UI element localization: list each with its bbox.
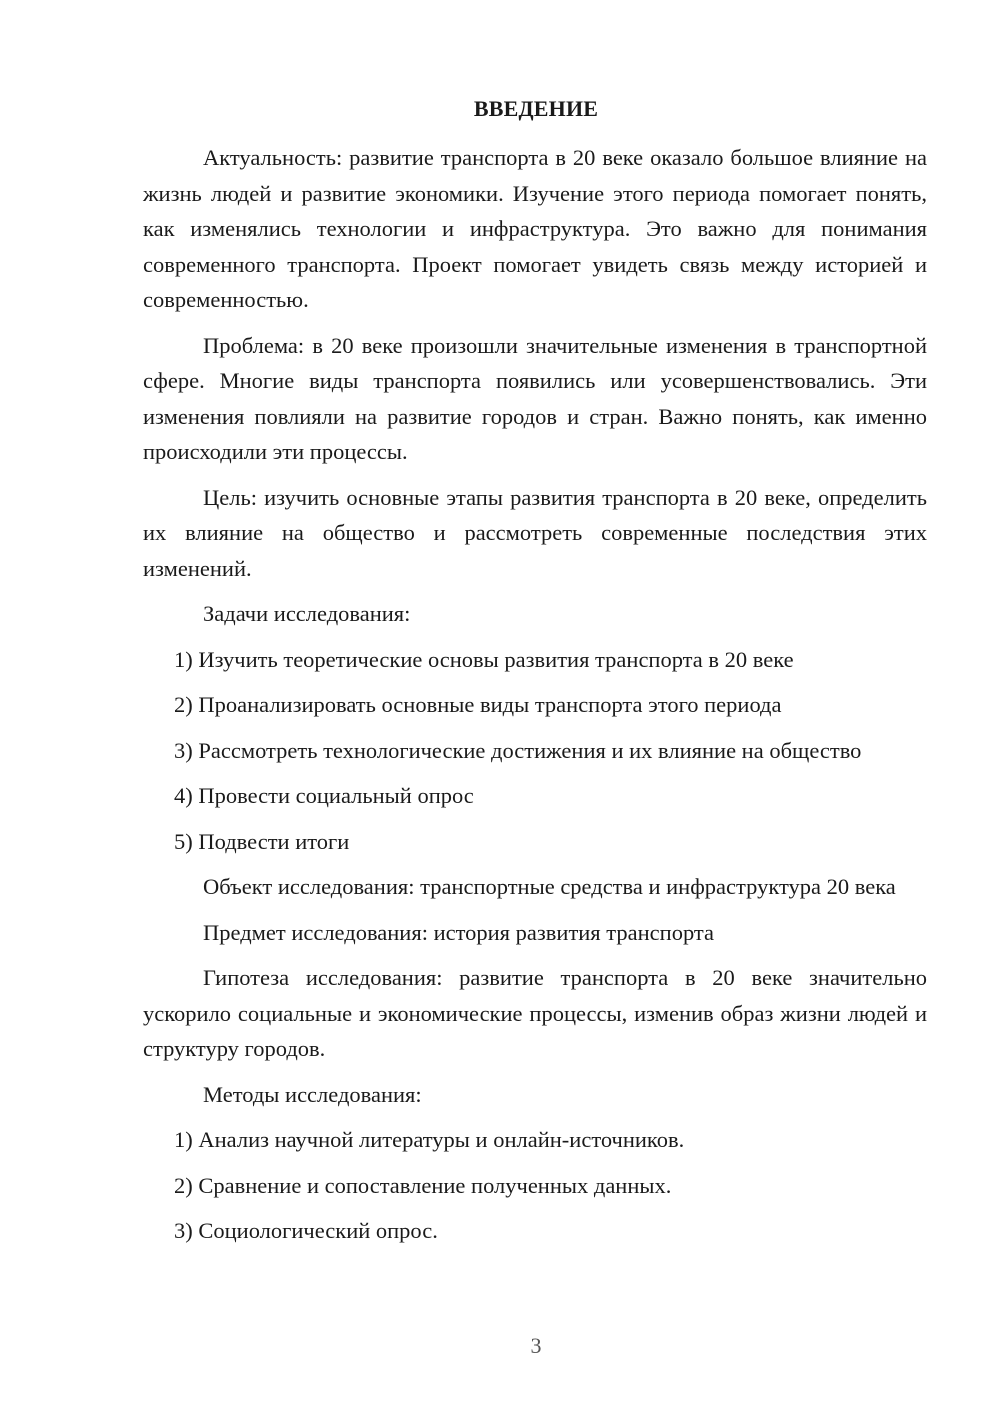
page-number: 3	[530, 1333, 542, 1358]
goal-paragraph: Цель: изучить основные этапы развития транспорта в 20 веке, определить их влияние на общество и рассмотреть современные последствия этих изменений.	[143, 484, 927, 581]
section-title: ВВЕДЕНИЕ	[473, 96, 599, 121]
relevance-paragraph: Актуальность: развитие транспорта в 20 веке оказало большое влияние на жизнь людей и развитие экономики. Изучение этого периода помогает понять, как изменялись технологии и инфраструктура. Это важно для понимания современного транспорта. Проект помогает увидеть связь между историей и современностью.	[143, 145, 927, 312]
problem-paragraph: Проблема: в 20 веке произошли значительные изменения в транспортной сфере. Многие виды транспорта появились или усовершенствовались. Эти изменения повлияли на развитие городов и стран. Важно понять, как именно происходили эти процессы.	[143, 332, 927, 464]
tasks-heading: Задачи исследования:	[203, 601, 411, 626]
method-item: 1) Анализ научной литературы и онлайн-источников.	[174, 1127, 685, 1152]
subject-paragraph: Предмет исследования: история развития транспорта	[203, 919, 714, 945]
document-body	[143, 140, 927, 1259]
task-item: 2) Проанализировать основные виды транспорта этого периода	[174, 692, 782, 717]
task-item: 3) Рассмотреть технологические достижения и их влияние на общество	[174, 737, 862, 763]
task-item: 5) Подвести итоги	[174, 828, 350, 854]
method-item: 3) Социологический опрос.	[174, 1218, 438, 1243]
methods-heading: Методы исследования:	[203, 1081, 422, 1107]
task-item: 4) Провести социальный опрос	[174, 783, 474, 808]
hypothesis-paragraph: Гипотеза исследования: развитие транспорта в 20 веке значительно ускорило социальные и экономические процессы, изменив образ жизни людей и структуру городов.	[143, 965, 927, 1061]
method-item: 2) Сравнение и сопоставление полученных данных.	[174, 1172, 672, 1198]
task-item: 1) Изучить теоретические основы развития транспорта в 20 веке	[174, 646, 794, 672]
object-paragraph: Объект исследования: транспортные средства и инфраструктура 20 века	[203, 874, 896, 899]
